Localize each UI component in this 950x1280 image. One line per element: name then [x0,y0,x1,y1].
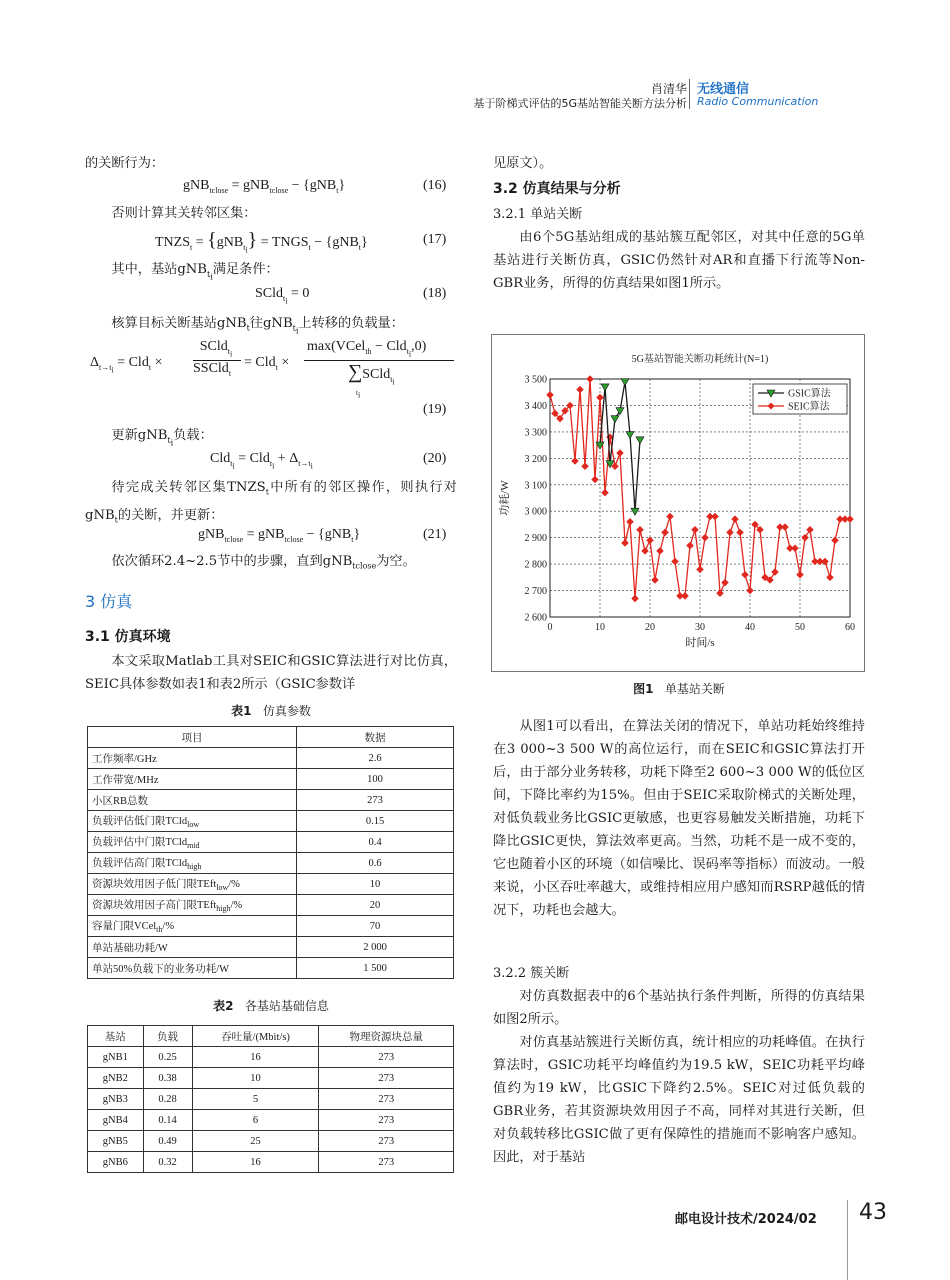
table-row [88,1089,454,1110]
para-loop: 依次循环2.4~2.5节中的步骤，直到gNB$_{tclose}$为空。 [111,554,416,571]
table-row [88,1152,454,1173]
table-row [88,748,454,769]
para-cluster-1: 对仿真数据表中的6个基站执行条件判断，所得的仿真结果如图2所示。 [493,989,865,1027]
legend-label: GSIC算法 [788,388,831,400]
table-cell: 273 [319,1110,454,1131]
table-cell-item: 单站50%负载下的业务功耗/W [88,958,297,979]
x-tick-label: 40 [745,622,755,633]
header-divider [689,79,690,109]
x-tick-label: 50 [795,622,805,633]
y-tick-label: 2 900 [524,533,547,545]
x-tick-label: 30 [695,622,705,633]
data-point-seic [637,526,644,533]
table-cell: gNB6 [88,1152,144,1173]
y-tick-label: 2 600 [524,612,547,624]
para-where: 其中，基站gNB$_{t_i}$满足条件： [111,262,279,282]
section-3-1-heading: 3.1 仿真环境 [85,629,171,645]
table-cell: gNB2 [88,1068,144,1089]
data-point-seic [702,534,709,541]
para-single-station: 由6个5G基站组成的基站簇互配邻区，对其中任意的5G单基站进行关断仿真，GSIC仍然针对AR和直播下行流等Non-GBR业务，所得的仿真结果如图1所示。 [493,230,865,291]
table-cell: 273 [319,1089,454,1110]
data-point-seic [847,516,854,523]
equation-21: gNB$_{tclose}$ = gNB$_{tclose}$ − {gNB$_t$} [198,527,361,544]
data-point-seic [682,592,689,599]
figure-1-chart [492,335,864,671]
data-point-gsic [611,416,619,423]
equation-19: $\Delta_{t\to t_i} = Cld_t$ × SCld$_{t_i}$ SSCld$_t$ = Cld$_t$ × max(VCel$_{th}$ − Cld$_{t_i}$,0) ∑SCld$_{t_i}$ $t_i$ [90,337,460,403]
table-cell-value: 10 [297,874,454,895]
para-update: 更新gNB$_{t_i}$负载： [111,428,213,448]
equation-number-21: (21) [423,527,447,542]
table-cell-value: 2.6 [297,748,454,769]
table-cell-value: 2 000 [297,937,454,958]
data-point-seic [802,534,809,541]
table-2-caption: 表2 各基站基础信息 [213,999,329,1013]
table-cell: 16 [192,1047,319,1068]
header-article-title: 基于阶梯式评估的5G基站智能关断方法分析 [473,97,687,110]
table-cell-item: 负载评估高门限TCld$_{high}$ [88,853,297,874]
table-header-cell: 吞吐量/(Mbit/s) [192,1026,319,1047]
table-cell-value: 0.15 [297,811,454,832]
table-cell-value: 0.6 [297,853,454,874]
data-point-gsic [616,408,624,415]
data-point-seic [747,587,754,594]
table-cell: 273 [319,1131,454,1152]
data-point-seic [592,476,599,483]
data-point-seic [547,391,554,398]
table-1-caption: 表1 仿真参数 [231,704,311,718]
table-cell: 0.14 [143,1110,192,1131]
equation-number-16: (16) [423,178,447,193]
table-row [88,874,454,895]
table-row [88,790,454,811]
table-cell-item: 小区RB总数 [88,790,297,811]
x-axis-label: 时间/s [685,637,715,649]
data-point-seic [772,569,779,576]
y-tick-label: 3 000 [524,506,547,518]
para-after: 待完成关转邻区集$TNZS_t$中所有的邻区操作，则执行对gNB$_t$的关断，并更新： [85,480,457,525]
equation-number-17: (17) [423,232,447,247]
table-cell: 5 [192,1089,319,1110]
data-point-seic [597,394,604,401]
table-cell: gNB1 [88,1047,144,1068]
data-point-seic [582,463,589,470]
equation-20: $Cld_{t_i} = Cld_{t_i} + \Delta_{t\to t_i}$ [210,451,313,471]
table-row [88,958,454,979]
y-tick-label: 3 100 [524,480,547,492]
data-point-seic [622,539,629,546]
table-cell: 25 [192,1131,319,1152]
para-check: 核算目标关断基站gNB$_t$往gNB$_{t_i}$上转移的负载量： [111,316,404,336]
figure-1-caption: 图1 单基站关断 [633,682,725,696]
table-cell-value: 100 [297,769,454,790]
data-point-seic [697,566,704,573]
table-header-cell: 基站 [88,1026,144,1047]
table-cell-value: 0.4 [297,832,454,853]
table-row [88,1110,454,1131]
data-point-gsic [636,437,644,444]
table-header-row [88,1026,454,1047]
table-cell: 0.28 [143,1089,192,1110]
data-point-seic [687,542,694,549]
table-cell: 0.49 [143,1131,192,1152]
data-point-seic [782,524,789,531]
table-cell: 16 [192,1152,319,1173]
data-point-seic [652,576,659,583]
data-point-seic [587,376,594,383]
data-point-seic [572,457,579,464]
data-point-seic [722,579,729,586]
y-tick-label: 3 200 [524,453,547,465]
y-tick-label: 3 400 [524,400,547,412]
table-cell-item: 资源块效用因子高门限TEft$_{high}$/% [88,895,297,916]
data-point-seic [662,529,669,536]
table-cell: 6 [192,1110,319,1131]
x-tick-label: 20 [645,622,655,633]
data-point-seic [737,529,744,536]
y-tick-label: 2 700 [524,586,547,598]
header-author: 肖清华 [650,82,687,96]
table-row [88,1047,454,1068]
x-tick-label: 60 [845,622,855,633]
x-tick-label: 0 [547,622,553,633]
equation-16: gNB$_{tclose}$ = gNB$_{tclose}$ − {gNB$_t$} [183,178,346,195]
table-cell-value: 20 [297,895,454,916]
footer-journal: 邮电设计技术/2024/02 [675,1212,817,1227]
y-tick-label: 3 500 [524,374,547,386]
table-cell: 273 [319,1152,454,1173]
table-cell: gNB5 [88,1131,144,1152]
data-point-seic [832,537,839,544]
data-point-seic [672,558,679,565]
header-section-en: Radio Communication [697,95,819,108]
para-analysis: 从图1可以看出，在算法关闭的情况下，单站功耗始终维持在3 000~3 500 W的高位运行，而在SEIC和GSIC算法打开后，由于部分业务转移，功耗下降至2 600~3 000 W的低位区间，下降比率约为15%。但由于SEIC采取阶梯式的关断处理，对低负载业务比GSIC更敏感，也更容易触发关断措施，功耗下降比GSIC更快，算法效率更高。当然，功耗不是一成不变的，它也随着小区的环境（如信噪比、误码率等指标）而波动。一般来说，小区吞吐率越大，或维持相应用户感知而RSRP越低的情况下，功耗也会越大。 [493,719,865,918]
table-cell-item: 容量门限VCel$_{th}$/% [88,916,297,937]
figure-1-frame [491,334,865,672]
table-cell: 0.32 [143,1152,192,1173]
table-cell-value: 1 500 [297,958,454,979]
table-header-cell: 数据 [297,727,454,748]
data-point-seic [627,518,634,525]
para-continued: 见原文）。 [493,156,553,171]
table-row [88,1131,454,1152]
table-header-row [88,727,454,748]
data-point-seic [742,571,749,578]
page-number: 43 [859,1200,887,1225]
para-else: 否则计算其关转邻区集： [111,206,257,221]
y-tick-label: 2 800 [524,559,547,571]
table-row [88,937,454,958]
data-point-seic [732,516,739,523]
data-point-seic [792,545,799,552]
table-cell: 273 [319,1047,454,1068]
data-point-seic [577,386,584,393]
equation-number-19: (19) [423,402,447,417]
data-point-seic [657,547,664,554]
table-cell: 10 [192,1068,319,1089]
data-point-seic [667,513,674,520]
table-cell-item: 工作频率/GHz [88,748,297,769]
para-intro: 的关断行为： [85,156,165,171]
table-header-cell: 物理资源块总量 [319,1026,454,1047]
table-row [88,811,454,832]
table-row [88,853,454,874]
section-3-2-1-heading: 3.2.1 单站关断 [493,207,583,222]
equation-number-20: (20) [423,451,447,466]
data-point-seic [642,547,649,554]
table-cell: gNB3 [88,1089,144,1110]
data-point-seic [632,595,639,602]
table-station-info [87,1025,454,1173]
y-axis-label: 功耗/W [499,480,511,516]
table-cell: 0.25 [143,1047,192,1068]
equation-18: SCld$_{t_i}$ = 0 [255,286,310,306]
section-3-2-heading: 3.2 仿真结果与分析 [493,181,621,197]
data-point-gsic [621,379,629,386]
table-cell-item: 工作带宽/MHz [88,769,297,790]
y-tick-label: 3 300 [524,427,547,439]
data-point-seic [797,571,804,578]
data-point-seic [612,463,619,470]
table-simulation-parameters [87,726,454,979]
para-cluster-2: 对仿真基站簇进行关断仿真，统计相应的功耗峰值。在执行算法时，GSIC功耗平均峰值约为19.5 kW，SEIC功耗平均峰值约为19 kW，比GSIC下降约2.5%。SEIC对过低负载的GBR业务，若其资源块效用因子不高，同样对其进行关断，但对负载转移比GSIC做了更有保障性的措施而不影响客户感知。因此，对于基站 [493,1035,865,1165]
equation-17: $TNZS_t = \{gNB_{t_i}\}$ = $TNGS_t - \{gNB_t\}$ [155,229,368,255]
table-row [88,895,454,916]
data-point-gsic [601,384,609,391]
footer-divider [847,1200,848,1280]
table-cell: 0.38 [143,1068,192,1089]
table-cell-value: 70 [297,916,454,937]
data-point-seic [692,526,699,533]
header-section-cn: 无线通信 [697,82,750,97]
data-point-seic [617,450,624,457]
table-header-cell: 负载 [143,1026,192,1047]
table-cell-item: 单站基础功耗/W [88,937,297,958]
table-row [88,769,454,790]
table-cell: gNB4 [88,1110,144,1131]
table-header-cell: 项目 [88,727,297,748]
table-row [88,916,454,937]
data-point-seic [712,513,719,520]
equation-number-18: (18) [423,286,447,301]
section-3-heading: 3 仿真 [85,592,133,611]
section-3-2-2-heading: 3.2.2 簇关断 [493,966,570,981]
table-cell-item: 负载评估中门限TCld$_{mid}$ [88,832,297,853]
data-point-gsic [626,432,634,439]
data-point-seic [727,529,734,536]
para-environment: 本文采取Matlab工具对SEIC和GSIC算法进行对比仿真，SEIC具体参数如表1和表2所示（GSIC参数详 [85,654,457,692]
data-point-seic [602,489,609,496]
data-point-seic [827,574,834,581]
table-row [88,1068,454,1089]
plot-area [550,379,850,617]
data-point-seic [807,526,814,533]
table-row [88,832,454,853]
table-cell-item: 负载评估低门限TCld$_{low}$ [88,811,297,832]
table-cell-item: 资源块效用因子低门限TEft$_{low}$/% [88,874,297,895]
chart-title: 5G基站智能关断功耗统计(N=1) [631,354,769,365]
legend-label: SEIC算法 [788,401,830,413]
data-point-gsic [631,508,639,515]
table-cell: 273 [319,1068,454,1089]
table-cell-value: 273 [297,790,454,811]
x-tick-label: 10 [595,622,605,633]
